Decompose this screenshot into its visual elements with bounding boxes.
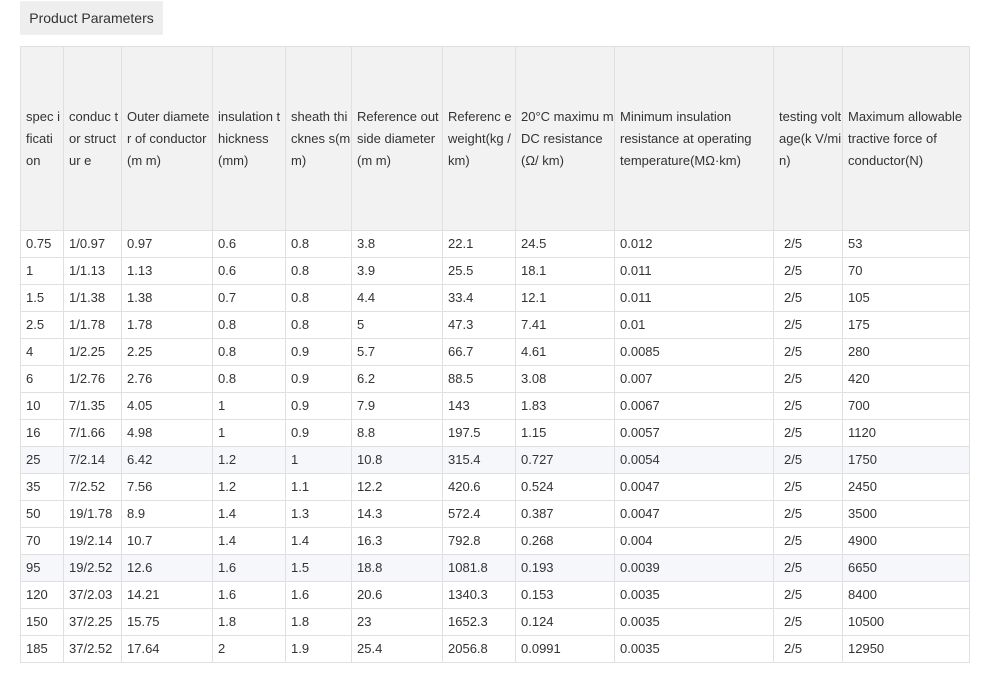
cell-outer-diameter: 0.97 (122, 231, 213, 258)
cell-conductor-structure: 7/1.66 (64, 420, 122, 447)
cell-reference-outside-diameter: 6.2 (352, 366, 443, 393)
cell-dc-resistance: 0.0991 (516, 636, 615, 663)
cell-dc-resistance: 0.268 (516, 528, 615, 555)
cell-specification: 6 (21, 366, 64, 393)
cell-conductor-structure: 7/1.35 (64, 393, 122, 420)
cell-testing-voltage: 2/5 (774, 636, 843, 663)
table-row (21, 366, 970, 393)
cell-tractive-force: 6650 (843, 555, 970, 582)
cell-sheath-thickness: 0.8 (286, 285, 352, 312)
cell-dc-resistance: 1.83 (516, 393, 615, 420)
cell-outer-diameter: 2.76 (122, 366, 213, 393)
cell-sheath-thickness: 1.5 (286, 555, 352, 582)
cell-insulation-resistance: 0.0039 (615, 555, 774, 582)
cell-sheath-thickness: 1.4 (286, 528, 352, 555)
column-header-insulation-thickness: insulation thickness (mm) (213, 47, 286, 231)
cell-reference-weight: 88.5 (443, 366, 516, 393)
column-header-specification: spec ificati on (21, 47, 64, 231)
cell-sheath-thickness: 0.8 (286, 231, 352, 258)
product-parameters-table-container (20, 46, 970, 663)
cell-dc-resistance: 1.15 (516, 420, 615, 447)
cell-reference-outside-diameter: 14.3 (352, 501, 443, 528)
cell-tractive-force: 1750 (843, 447, 970, 474)
cell-insulation-resistance: 0.012 (615, 231, 774, 258)
column-header-sheath-thickness: sheath thicknes s(mm) (286, 47, 352, 231)
cell-testing-voltage: 2/5 (774, 555, 843, 582)
cell-insulation-resistance: 0.0035 (615, 582, 774, 609)
cell-insulation-resistance: 0.0085 (615, 339, 774, 366)
cell-reference-weight: 315.4 (443, 447, 516, 474)
cell-tractive-force: 700 (843, 393, 970, 420)
cell-reference-weight: 792.8 (443, 528, 516, 555)
cell-tractive-force: 1120 (843, 420, 970, 447)
cell-dc-resistance: 3.08 (516, 366, 615, 393)
cell-sheath-thickness: 0.9 (286, 339, 352, 366)
cell-testing-voltage: 2/5 (774, 393, 843, 420)
cell-tractive-force: 4900 (843, 528, 970, 555)
cell-reference-weight: 2056.8 (443, 636, 516, 663)
cell-insulation-thickness: 0.8 (213, 366, 286, 393)
cell-testing-voltage: 2/5 (774, 285, 843, 312)
table-row (21, 231, 970, 258)
cell-conductor-structure: 7/2.52 (64, 474, 122, 501)
cell-sheath-thickness: 1 (286, 447, 352, 474)
table-row (21, 339, 970, 366)
cell-conductor-structure: 19/1.78 (64, 501, 122, 528)
cell-testing-voltage: 2/5 (774, 474, 843, 501)
cell-insulation-thickness: 1.2 (213, 447, 286, 474)
cell-testing-voltage: 2/5 (774, 258, 843, 285)
cell-tractive-force: 175 (843, 312, 970, 339)
column-header-reference-weight: Referenc e weight(kg /km) (443, 47, 516, 231)
cell-testing-voltage: 2/5 (774, 366, 843, 393)
cell-reference-outside-diameter: 5 (352, 312, 443, 339)
cell-specification: 25 (21, 447, 64, 474)
cell-reference-weight: 1652.3 (443, 609, 516, 636)
cell-conductor-structure: 1/1.38 (64, 285, 122, 312)
cell-testing-voltage: 2/5 (774, 501, 843, 528)
cell-conductor-structure: 37/2.03 (64, 582, 122, 609)
cell-specification: 0.75 (21, 231, 64, 258)
cell-reference-outside-diameter: 10.8 (352, 447, 443, 474)
cell-reference-weight: 33.4 (443, 285, 516, 312)
table-row (21, 393, 970, 420)
cell-reference-outside-diameter: 23 (352, 609, 443, 636)
cell-insulation-resistance: 0.011 (615, 285, 774, 312)
cell-outer-diameter: 8.9 (122, 501, 213, 528)
cell-insulation-thickness: 1.4 (213, 501, 286, 528)
cell-sheath-thickness: 0.8 (286, 312, 352, 339)
table-row (21, 555, 970, 582)
table-row (21, 420, 970, 447)
cell-insulation-thickness: 0.8 (213, 339, 286, 366)
cell-conductor-structure: 1/1.78 (64, 312, 122, 339)
cell-reference-outside-diameter: 18.8 (352, 555, 443, 582)
cell-testing-voltage: 2/5 (774, 609, 843, 636)
cell-outer-diameter: 7.56 (122, 474, 213, 501)
cell-conductor-structure: 37/2.25 (64, 609, 122, 636)
cell-outer-diameter: 10.7 (122, 528, 213, 555)
cell-insulation-resistance: 0.0047 (615, 501, 774, 528)
cell-reference-outside-diameter: 3.8 (352, 231, 443, 258)
cell-insulation-thickness: 0.8 (213, 312, 286, 339)
cell-tractive-force: 280 (843, 339, 970, 366)
cell-insulation-thickness: 1 (213, 420, 286, 447)
cell-reference-outside-diameter: 5.7 (352, 339, 443, 366)
cell-tractive-force: 10500 (843, 609, 970, 636)
cell-sheath-thickness: 1.9 (286, 636, 352, 663)
cell-reference-weight: 47.3 (443, 312, 516, 339)
cell-outer-diameter: 1.13 (122, 258, 213, 285)
cell-insulation-thickness: 1.4 (213, 528, 286, 555)
cell-specification: 16 (21, 420, 64, 447)
cell-reference-weight: 22.1 (443, 231, 516, 258)
cell-outer-diameter: 14.21 (122, 582, 213, 609)
cell-dc-resistance: 4.61 (516, 339, 615, 366)
cell-insulation-resistance: 0.0057 (615, 420, 774, 447)
cell-reference-weight: 66.7 (443, 339, 516, 366)
cell-insulation-thickness: 0.6 (213, 258, 286, 285)
cell-reference-weight: 572.4 (443, 501, 516, 528)
cell-reference-outside-diameter: 16.3 (352, 528, 443, 555)
column-header-insulation-resistance: Minimum insulation resistance at operating temperature(MΩ·km) (615, 47, 774, 231)
cell-specification: 120 (21, 582, 64, 609)
column-header-tractive-force: Maximum allowable tractive force of conductor(N) (843, 47, 970, 231)
cell-dc-resistance: 0.387 (516, 501, 615, 528)
cell-reference-weight: 1340.3 (443, 582, 516, 609)
product-parameters-table (20, 46, 970, 663)
cell-insulation-resistance: 0.0035 (615, 636, 774, 663)
cell-outer-diameter: 6.42 (122, 447, 213, 474)
cell-insulation-resistance: 0.004 (615, 528, 774, 555)
cell-testing-voltage: 2/5 (774, 420, 843, 447)
cell-specification: 1.5 (21, 285, 64, 312)
cell-sheath-thickness: 0.9 (286, 366, 352, 393)
cell-outer-diameter: 4.98 (122, 420, 213, 447)
cell-reference-weight: 197.5 (443, 420, 516, 447)
cell-dc-resistance: 12.1 (516, 285, 615, 312)
cell-reference-outside-diameter: 8.8 (352, 420, 443, 447)
cell-tractive-force: 420 (843, 366, 970, 393)
cell-conductor-structure: 1/1.13 (64, 258, 122, 285)
cell-dc-resistance: 24.5 (516, 231, 615, 258)
column-header-outer-diameter: Outer diameter of conductor(m m) (122, 47, 213, 231)
cell-testing-voltage: 2/5 (774, 582, 843, 609)
cell-reference-weight: 1081.8 (443, 555, 516, 582)
table-row (21, 636, 970, 663)
cell-specification: 35 (21, 474, 64, 501)
cell-specification: 150 (21, 609, 64, 636)
table-header-row (21, 47, 970, 231)
cell-insulation-thickness: 2 (213, 636, 286, 663)
cell-insulation-thickness: 0.7 (213, 285, 286, 312)
cell-specification: 50 (21, 501, 64, 528)
cell-reference-weight: 25.5 (443, 258, 516, 285)
cell-specification: 185 (21, 636, 64, 663)
table-row (21, 258, 970, 285)
cell-insulation-thickness: 1.8 (213, 609, 286, 636)
table-row (21, 474, 970, 501)
cell-conductor-structure: 37/2.52 (64, 636, 122, 663)
cell-reference-weight: 420.6 (443, 474, 516, 501)
cell-outer-diameter: 2.25 (122, 339, 213, 366)
cell-sheath-thickness: 1.3 (286, 501, 352, 528)
cell-insulation-resistance: 0.011 (615, 258, 774, 285)
cell-conductor-structure: 7/2.14 (64, 447, 122, 474)
cell-specification: 70 (21, 528, 64, 555)
cell-specification: 10 (21, 393, 64, 420)
table-body (21, 231, 970, 663)
column-header-dc-resistance: 20°C maximu m DC resistance(Ω/ km) (516, 47, 615, 231)
cell-dc-resistance: 0.193 (516, 555, 615, 582)
cell-dc-resistance: 0.153 (516, 582, 615, 609)
cell-tractive-force: 3500 (843, 501, 970, 528)
cell-sheath-thickness: 1.8 (286, 609, 352, 636)
cell-tractive-force: 2450 (843, 474, 970, 501)
cell-outer-diameter: 17.64 (122, 636, 213, 663)
cell-conductor-structure: 19/2.14 (64, 528, 122, 555)
cell-insulation-thickness: 1 (213, 393, 286, 420)
cell-dc-resistance: 0.524 (516, 474, 615, 501)
cell-dc-resistance: 7.41 (516, 312, 615, 339)
cell-reference-outside-diameter: 4.4 (352, 285, 443, 312)
cell-insulation-thickness: 1.6 (213, 582, 286, 609)
table-row (21, 528, 970, 555)
cell-insulation-resistance: 0.01 (615, 312, 774, 339)
cell-testing-voltage: 2/5 (774, 447, 843, 474)
cell-reference-weight: 143 (443, 393, 516, 420)
table-row (21, 285, 970, 312)
cell-conductor-structure: 1/0.97 (64, 231, 122, 258)
cell-dc-resistance: 0.727 (516, 447, 615, 474)
cell-tractive-force: 53 (843, 231, 970, 258)
cell-insulation-resistance: 0.0067 (615, 393, 774, 420)
cell-tractive-force: 8400 (843, 582, 970, 609)
column-header-testing-voltage: testing voltage(k V/min) (774, 47, 843, 231)
table-row (21, 501, 970, 528)
cell-conductor-structure: 1/2.25 (64, 339, 122, 366)
cell-dc-resistance: 0.124 (516, 609, 615, 636)
cell-insulation-resistance: 0.0035 (615, 609, 774, 636)
cell-specification: 95 (21, 555, 64, 582)
cell-sheath-thickness: 1.1 (286, 474, 352, 501)
cell-outer-diameter: 1.38 (122, 285, 213, 312)
cell-outer-diameter: 12.6 (122, 555, 213, 582)
table-row (21, 447, 970, 474)
cell-testing-voltage: 2/5 (774, 312, 843, 339)
cell-insulation-resistance: 0.007 (615, 366, 774, 393)
cell-insulation-resistance: 0.0047 (615, 474, 774, 501)
column-header-conductor-structure: conduc tor structur e (64, 47, 122, 231)
cell-reference-outside-diameter: 3.9 (352, 258, 443, 285)
cell-sheath-thickness: 1.6 (286, 582, 352, 609)
cell-testing-voltage: 2/5 (774, 528, 843, 555)
cell-conductor-structure: 1/2.76 (64, 366, 122, 393)
cell-outer-diameter: 4.05 (122, 393, 213, 420)
cell-specification: 4 (21, 339, 64, 366)
cell-testing-voltage: 2/5 (774, 231, 843, 258)
cell-specification: 2.5 (21, 312, 64, 339)
cell-insulation-thickness: 1.2 (213, 474, 286, 501)
cell-tractive-force: 105 (843, 285, 970, 312)
cell-dc-resistance: 18.1 (516, 258, 615, 285)
cell-reference-outside-diameter: 7.9 (352, 393, 443, 420)
cell-sheath-thickness: 0.9 (286, 420, 352, 447)
cell-sheath-thickness: 0.9 (286, 393, 352, 420)
cell-conductor-structure: 19/2.52 (64, 555, 122, 582)
cell-tractive-force: 12950 (843, 636, 970, 663)
cell-outer-diameter: 1.78 (122, 312, 213, 339)
tab-product-parameters[interactable]: Product Parameters (20, 1, 163, 35)
cell-insulation-thickness: 0.6 (213, 231, 286, 258)
cell-outer-diameter: 15.75 (122, 609, 213, 636)
cell-insulation-resistance: 0.0054 (615, 447, 774, 474)
cell-testing-voltage: 2/5 (774, 339, 843, 366)
cell-specification: 1 (21, 258, 64, 285)
cell-reference-outside-diameter: 12.2 (352, 474, 443, 501)
cell-sheath-thickness: 0.8 (286, 258, 352, 285)
cell-tractive-force: 70 (843, 258, 970, 285)
cell-reference-outside-diameter: 25.4 (352, 636, 443, 663)
cell-insulation-thickness: 1.6 (213, 555, 286, 582)
table-row (21, 312, 970, 339)
table-row (21, 582, 970, 609)
table-row (21, 609, 970, 636)
column-header-reference-outside-diameter: Reference outside diameter(m m) (352, 47, 443, 231)
cell-reference-outside-diameter: 20.6 (352, 582, 443, 609)
